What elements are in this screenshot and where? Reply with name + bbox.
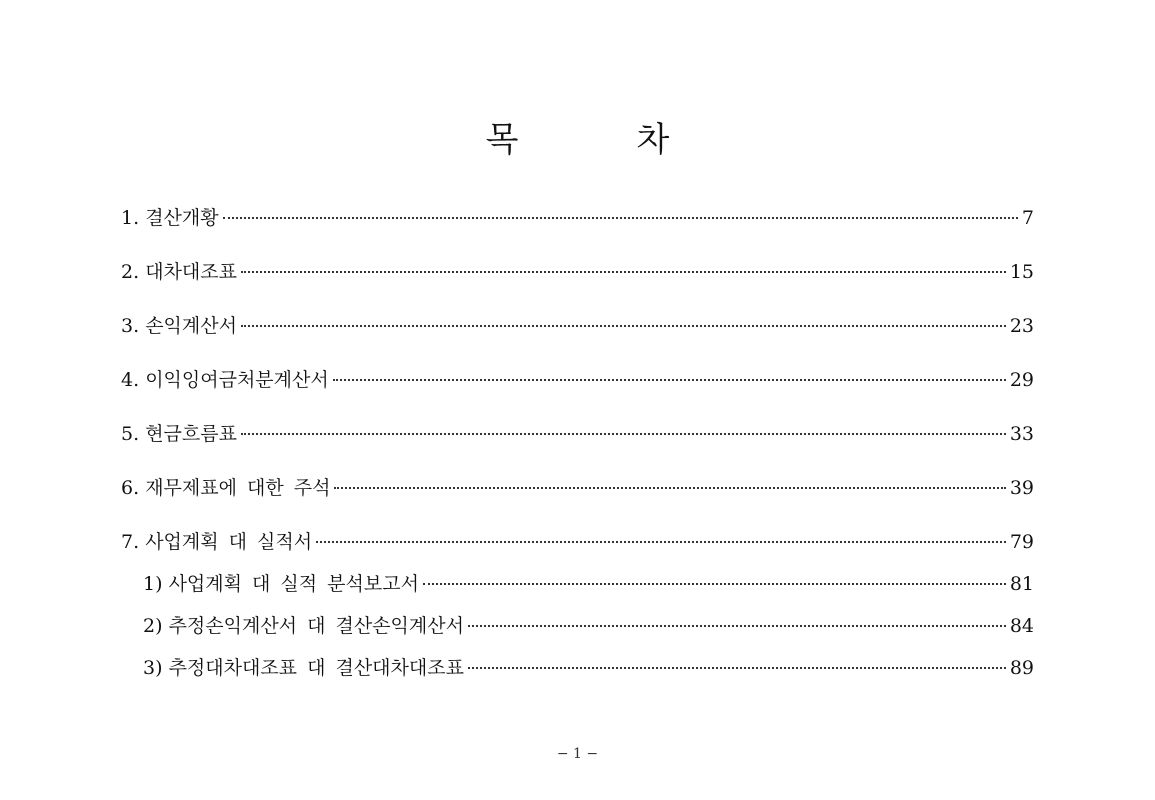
toc-entry-page: 39 (1009, 477, 1034, 499)
toc-entry-number: 7. (121, 531, 140, 553)
toc-entry-page: 79 (1009, 531, 1034, 553)
toc-entry-label: 사업계획 대 실적서 (145, 531, 313, 553)
toc-entry-page: 7 (1021, 207, 1034, 229)
dot-leader (334, 487, 1005, 489)
dot-leader (241, 325, 1006, 327)
dot-leader (468, 667, 1006, 669)
title-char-1: 목 (485, 120, 519, 160)
toc-entry-label: 사업계획 대 실적 분석보고서 (168, 573, 419, 595)
toc-entry-number: 3) (143, 657, 163, 679)
toc-entry (121, 476, 1034, 500)
toc-entry-number: 2) (143, 615, 163, 637)
toc-entry-number: 6. (121, 477, 140, 499)
dot-leader (223, 217, 1018, 219)
page-title (0, 112, 1155, 161)
toc-entry-label: 결산개황 (145, 207, 219, 229)
toc-entry-label: 대차대조표 (145, 261, 237, 283)
toc-entry-page: 89 (1009, 657, 1034, 679)
dot-leader (241, 433, 1006, 435)
toc-entry (121, 368, 1034, 392)
dot-leader (423, 583, 1006, 585)
toc-entry-page: 84 (1009, 615, 1034, 637)
toc-subentry (143, 614, 1034, 638)
toc-entry-page: 23 (1009, 315, 1034, 337)
toc-entry-page: 29 (1009, 369, 1034, 391)
toc-entry-label: 추정대차대조표 대 결산대차대조표 (168, 657, 464, 679)
toc-entry-label: 추정손익계산서 대 결산손익계산서 (168, 615, 464, 637)
toc-entry (121, 314, 1034, 338)
dot-leader (316, 541, 1006, 543)
toc-entry-label: 이익잉여금처분계산서 (145, 369, 329, 391)
toc-entry-number: 4. (121, 369, 140, 391)
toc-entry (121, 206, 1034, 230)
dot-leader (241, 271, 1006, 273)
toc-entry-page: 15 (1009, 261, 1034, 283)
page-number-footer: − 1 − (556, 746, 599, 762)
toc-entry-number: 5. (121, 423, 140, 445)
toc-entry-label: 재무제표에 대한 주석 (145, 477, 331, 499)
title-char-2: 차 (636, 120, 670, 160)
toc-entry (121, 530, 1034, 554)
toc-entry-page: 81 (1009, 573, 1034, 595)
toc-entry-number: 1. (121, 207, 140, 229)
toc-entry (121, 260, 1034, 284)
toc-subentry (143, 572, 1034, 596)
toc-entry-number: 3. (121, 315, 140, 337)
toc-entry-label: 현금흐름표 (145, 423, 237, 445)
toc-entry-label: 손익계산서 (145, 315, 237, 337)
toc-subentry (143, 656, 1034, 680)
dot-leader (333, 379, 1006, 381)
toc-entry-number: 2. (121, 261, 140, 283)
toc-entry (121, 422, 1034, 446)
dot-leader (468, 625, 1006, 627)
toc-entry-number: 1) (143, 573, 163, 595)
toc-entry-page: 33 (1009, 423, 1034, 445)
